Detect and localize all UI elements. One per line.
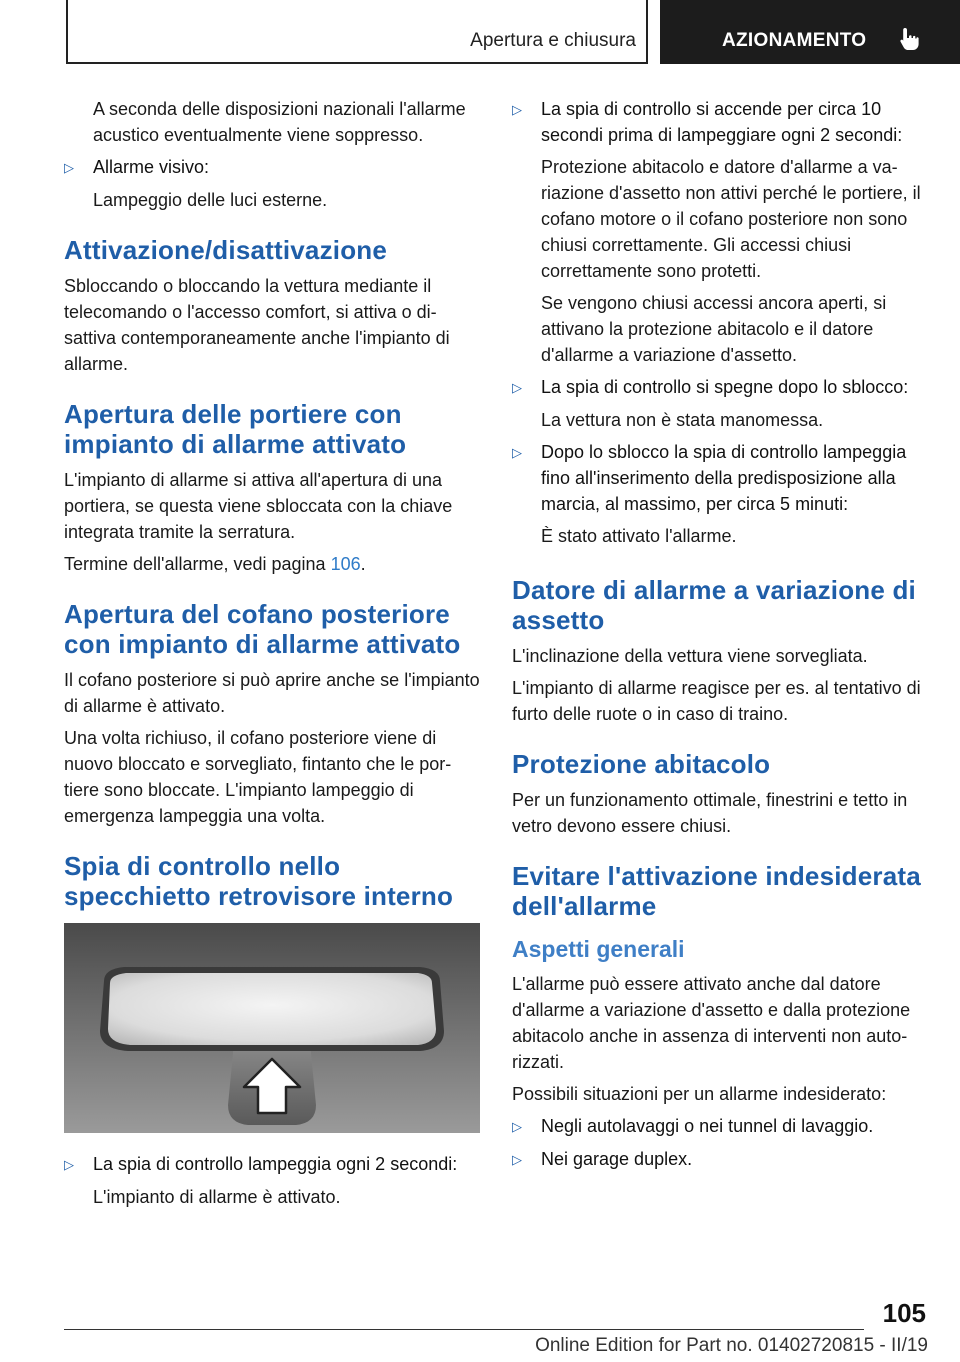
paragraph-tilt-2: L'impianto di allarme reagisce per es. al tentativo di furto delle ruote o in caso di traino. xyxy=(512,678,921,724)
pointing-hand-icon xyxy=(896,26,922,52)
list-item-flashing xyxy=(64,1151,480,1178)
triangle-bullet-icon: ▷ xyxy=(512,1152,522,1167)
list-item-subtext: La vettura non è stata manomessa. xyxy=(541,410,824,430)
subheading-general: Aspetti generali xyxy=(512,936,685,962)
paragraph-acoustic-note: A seconda delle disposizioni nazionali l'allarme acustico eventualmente viene soppresso. xyxy=(93,99,466,145)
paragraph-tailgate-1: Il cofano posteriore si può aprire anche se l'impianto di allarme è attivato. xyxy=(64,670,480,716)
paragraph-tailgate-2: Una volta richiuso, il cofano posteriore viene di nuovo bloccato e sorvegliato, fintanto che le portiere sono bloccate. L'impianto lampeggio di emergenza lampeggia una volta. xyxy=(64,728,452,826)
header-rule-left xyxy=(66,0,68,64)
edition-footer: Online Edition for Part no. 01402720815 - II/19 xyxy=(535,1335,928,1356)
alarm-end-text: Termine dell'allarme, vedi pagina xyxy=(64,554,331,574)
list-item-text: Dopo lo sblocco la spia di controllo lampeggia fino all'inserimento della predisposizione alla marcia, al massimo, per circa 5 minuti: xyxy=(541,442,907,514)
heading-avoid-false-alarm: Evitare l'attivazione indesiderata dell'allarme xyxy=(512,861,921,921)
right-column xyxy=(512,96,930,1179)
list-item-subtext: È stato attivato l'allarme. xyxy=(541,526,737,546)
header-rule-bottom xyxy=(66,62,648,64)
list-item-subtext: Protezione abitacolo e datore d'allarme a variazione d'assetto non attivi perché le portiere, il cofano motore o il cofano posteriore non sono chiusi correttamente. Gli accessi chiusi correttamente sono protetti. xyxy=(541,157,921,281)
list-item-text: Negli autolavaggi o nei tunnel di lavaggio. xyxy=(541,1116,874,1136)
header-chapter-label: AZIONAMENTO xyxy=(722,30,867,51)
triangle-bullet-icon: ▷ xyxy=(64,1157,74,1172)
footer-rule xyxy=(64,1329,864,1330)
heading-tilt-sensor: Datore di allarme a variazione di assetto xyxy=(512,575,916,635)
list-item-text: La spia di controllo lampeggia ogni 2 secondi: xyxy=(93,1154,458,1174)
header-section-title: Apertura e chiusura xyxy=(470,30,636,51)
paragraph-door-opening: L'impianto di allarme si attiva all'apertura di una portiera, se questa viene sbloccata con la chiave integrata tramite la serratura. xyxy=(64,470,453,542)
triangle-bullet-icon: ▷ xyxy=(64,160,74,175)
heading-mirror-indicator: Spia di controllo nello specchietto retrovisore interno xyxy=(64,851,454,911)
list-item-garage xyxy=(512,1146,930,1173)
left-column xyxy=(64,96,480,1216)
list-item-off xyxy=(512,374,930,401)
paragraph-tilt-1: L'inclinazione della vettura viene sorvegliata. xyxy=(512,646,868,666)
list-item-text: La spia di controllo si accende per circa 10 secondi prima di lampeggiare ogni 2 secondi: xyxy=(541,99,903,145)
list-item-after-unlock xyxy=(512,439,930,517)
list-item-subtext: Lampeggio delle luci esterne. xyxy=(93,190,328,210)
triangle-bullet-icon: ▷ xyxy=(512,102,522,117)
header-rule-mid xyxy=(646,0,648,64)
list-item-lit xyxy=(512,96,930,148)
page-reference-link[interactable]: 106 xyxy=(330,554,361,574)
list-item-text: La spia di controllo si spegne dopo lo sblocco: xyxy=(541,377,909,397)
triangle-bullet-icon: ▷ xyxy=(512,380,522,395)
triangle-bullet-icon: ▷ xyxy=(512,1119,522,1134)
paragraph-alarm-end xyxy=(64,551,480,577)
paragraph-situations: Possibili situazioni per un allarme indesiderato: xyxy=(512,1084,887,1104)
list-item-text: Allarme visivo: xyxy=(93,157,210,177)
alarm-end-suffix: . xyxy=(360,554,366,574)
heading-tailgate-opening: Apertura del cofano posteriore con impianto di allarme attivato xyxy=(64,599,461,659)
heading-activation: Attivazione/disattivazione xyxy=(64,235,388,265)
header-chapter-tab xyxy=(660,0,960,64)
page-header xyxy=(0,0,960,66)
list-item-subtext: L'impianto di allarme è attivato. xyxy=(93,1187,341,1207)
heading-door-opening: Apertura delle portiere con impianto di allarme attivato xyxy=(64,399,407,459)
rearview-mirror-illustration xyxy=(64,923,480,1133)
list-item-subtext: Se vengono chiusi accessi ancora aperti, si attivano la protezione abitacolo e il datore d'allarme a variazione d'assetto. xyxy=(541,293,887,365)
paragraph-activation: Sbloccando o bloccando la vettura mediante il telecomando o l'accesso comfort, si attiva o disattiva contemporaneamente anche l'impianto di allarme. xyxy=(64,276,450,374)
triangle-bullet-icon: ▷ xyxy=(512,445,522,460)
page-number: 105 xyxy=(882,1298,926,1328)
paragraph-general: L'allarme può essere attivato anche dal datore d'allarme a variazione d'assetto e dalla protezione abitacolo anche in assenza di interventi non autorizzati. xyxy=(512,974,911,1072)
list-item-text: Nei garage duplex. xyxy=(541,1149,693,1169)
list-item-car-wash xyxy=(512,1113,930,1140)
heading-interior-protection: Protezione abitacolo xyxy=(512,749,771,779)
list-item-visual-alarm xyxy=(64,154,480,181)
paragraph-interior: Per un funzionamento ottimale, finestrini e tetto in vetro devono essere chiusi. xyxy=(512,790,908,836)
